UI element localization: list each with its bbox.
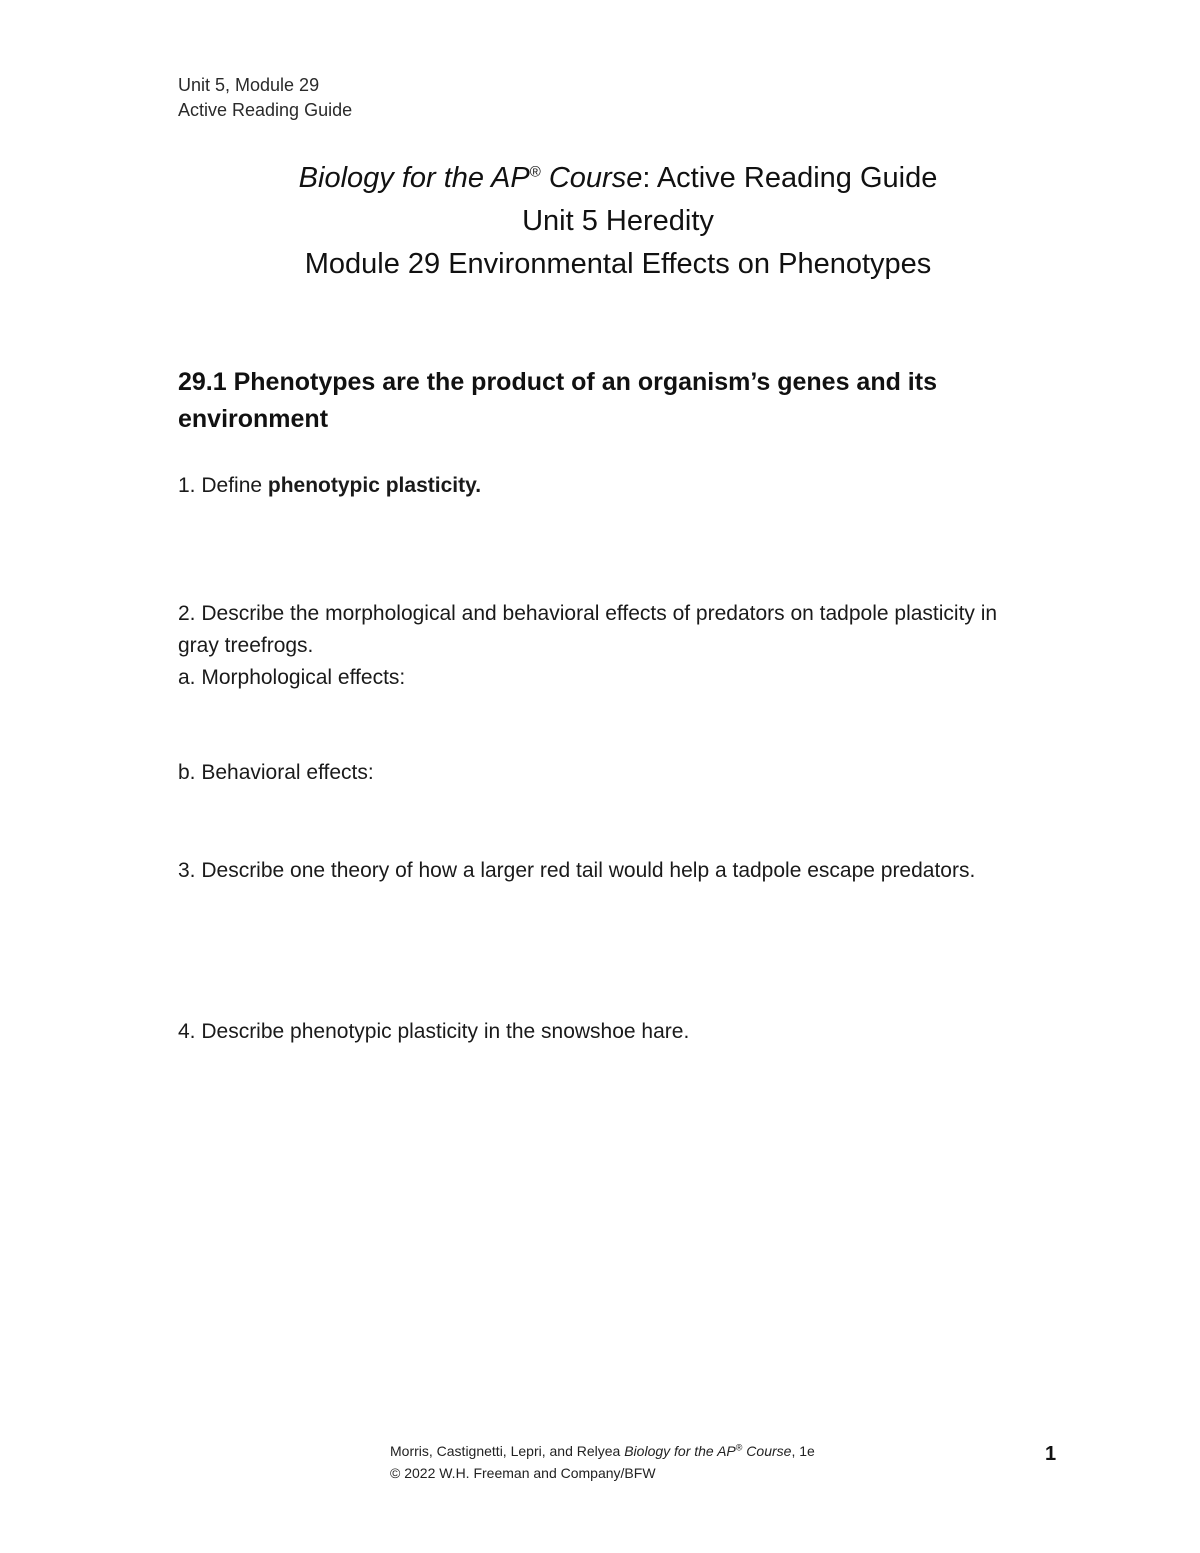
footer-course-word: Course xyxy=(742,1443,792,1459)
title-line-book xyxy=(0,157,1200,200)
question-1-term: phenotypic plasticity. xyxy=(267,474,482,497)
section-heading: 29.1 Phenotypes are the product of an organism’s genes and its environment xyxy=(178,368,937,433)
question-1-prefix: 1. Define xyxy=(178,474,268,497)
header-guide-label: Active Reading Guide xyxy=(178,100,353,120)
title-line-unit: Unit 5 Heredity xyxy=(522,205,714,237)
title-guide-suffix: : Active Reading Guide xyxy=(642,162,938,194)
question-1 xyxy=(178,470,1028,502)
title-book-name: Biology for the AP xyxy=(298,162,530,194)
question-2 xyxy=(178,598,1028,694)
header-unit-module: Unit 5, Module 29 xyxy=(178,75,320,95)
page-footer xyxy=(390,1440,815,1484)
question-3: 3. Describe one theory of how a larger red tail would help a tadpole escape predators. xyxy=(178,859,976,882)
title-line-module: Module 29 Environmental Effects on Phenotypes xyxy=(304,248,932,280)
running-header xyxy=(178,73,352,123)
title-course-word: Course xyxy=(540,162,643,194)
footer-citation xyxy=(390,1440,815,1462)
page-number: 1 xyxy=(1045,1443,1057,1465)
title-registered-mark: ® xyxy=(529,163,541,181)
question-4: 4. Describe phenotypic plasticity in the snowshoe hare. xyxy=(178,1020,690,1043)
footer-copyright: © 2022 W.H. Freeman and Company/BFW xyxy=(390,1465,656,1481)
footer-edition: , 1e xyxy=(791,1443,815,1459)
footer-authors: Morris, Castignetti, Lepri, and Relyea xyxy=(390,1443,625,1459)
footer-registered-mark: ® xyxy=(735,1442,743,1453)
question-2-text: 2. Describe the morphological and behavioral effects of predators on tadpole plasticity in gray treefrogs. xyxy=(178,602,998,657)
question-2a-text: a. Morphological effects: xyxy=(178,666,406,689)
question-2b: b. Behavioral effects: xyxy=(178,761,374,784)
footer-book-name: Biology for the AP xyxy=(624,1443,736,1459)
document-title xyxy=(0,157,1200,286)
